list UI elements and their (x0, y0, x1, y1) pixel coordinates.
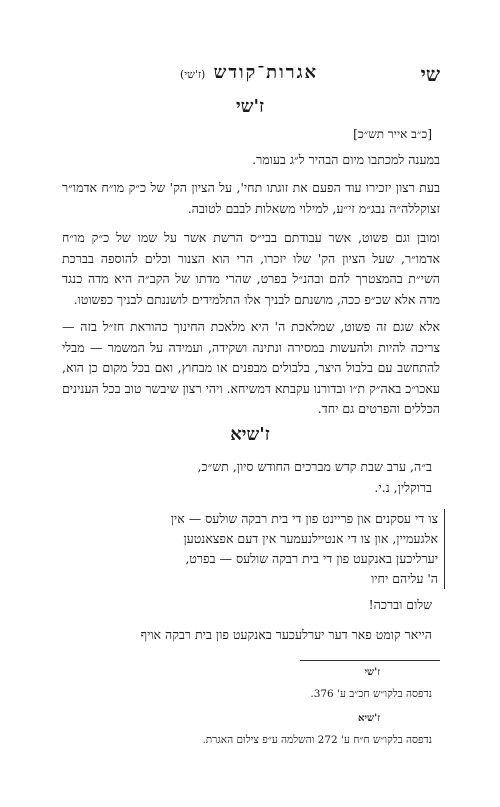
letter-paragraph: במענה למכתבו מיום הבהיר ל״ג בעומר. (252, 152, 440, 167)
letter-date: ב״ה, ערב שבת קדש מברכים החודש סיון, תש״כ, (197, 459, 432, 474)
book-title-main: אגרות־קודש (213, 62, 319, 83)
address-block (78, 509, 445, 589)
footnote-number: ז'שיא (358, 713, 380, 724)
address-line: ה' עליהם יחיו (371, 571, 438, 586)
greeting: שלום וברכה! (368, 597, 432, 612)
letter-number: ז'שי (236, 96, 264, 117)
page-number: שי (420, 62, 440, 86)
footnote-text: נדפסה בלקו״ש ח״ח ע' 272 והשלמה ע״פ צילום האגרת. (202, 734, 432, 746)
book-title-letter-ref: (ז'שי) (180, 68, 206, 81)
letter-paragraph: אלא שגם זה פשוט, שמלאכת ה' היא מלאכת החינוך כהוראת חז״ל בזה — צריכה להיות ולהעשות במסירה ונתינה ושקידה, ועמידה על המשמר — מבלי להתחשב עם בלבול היצר, בלבולים מבפנים או מבחוץ, ואם בכל מקום כן הוא, עאכו״כ באה״ק ת״ו ובדורנו עקבתא דמשיחא. ויהי רצון שיבשר טוב בכל הענינים הכללים והפרטים גם יחד. (61, 319, 440, 416)
book-title (180, 62, 318, 83)
letter-date: [כ״ב אייר תש״כ] (353, 127, 432, 141)
running-head (60, 62, 440, 84)
footnote-number: ז'שי (364, 667, 380, 678)
address-line: אלגעמיין, און צו די אנטיילנעמער אין דעם אפצאנטען (183, 531, 438, 546)
letter-number: ז'שיא (230, 424, 270, 445)
address-line: צו די עסקנים און פריינט פון די בית רבקה שולעס — אין (170, 511, 438, 526)
address-line: יערליכען באנקעט פון די בית רבקה שולעס — בפרט, (185, 551, 438, 566)
letter-paragraph: בעת רצון יזכירו עוד הפעם את זוגתו תחי', על הציון הק' של כ״ק מו״ח אדמו״ר זצוקללה״ה נבג״מ זי״ע, למילוי משאלות לבבם לטובה. (62, 180, 440, 216)
letter-paragraph: ומובן וגם פשוט, אשר עבודתם בבי״ס הרשת אשר על שמו של כ״ק מו״ח אדמו״ר, שעל הציון הק' שלו יזכרו, הרי הוא הצנור וכלים להוספה בברכת השי״ת בהמצטרך להם ובהנ״ל בפרט, שהרי מדתו של הקב״ה היא מדה כנגד מדה אלא שכ״פ ככה, מושנתם לבניך אלו התלמידים לושננתם לבניך כפשוטו. (62, 230, 440, 307)
footnote-text: נדפסה בלקו״ש חכ״ב ע' 376. (310, 688, 432, 700)
letter-place: ברוקלין, נ.י. (374, 480, 432, 495)
letter-body-start: הייאר קומט פאר דער יערלעכער באנקעט פון בית רבקה אויף (140, 627, 432, 642)
footnote-divider (300, 660, 440, 661)
